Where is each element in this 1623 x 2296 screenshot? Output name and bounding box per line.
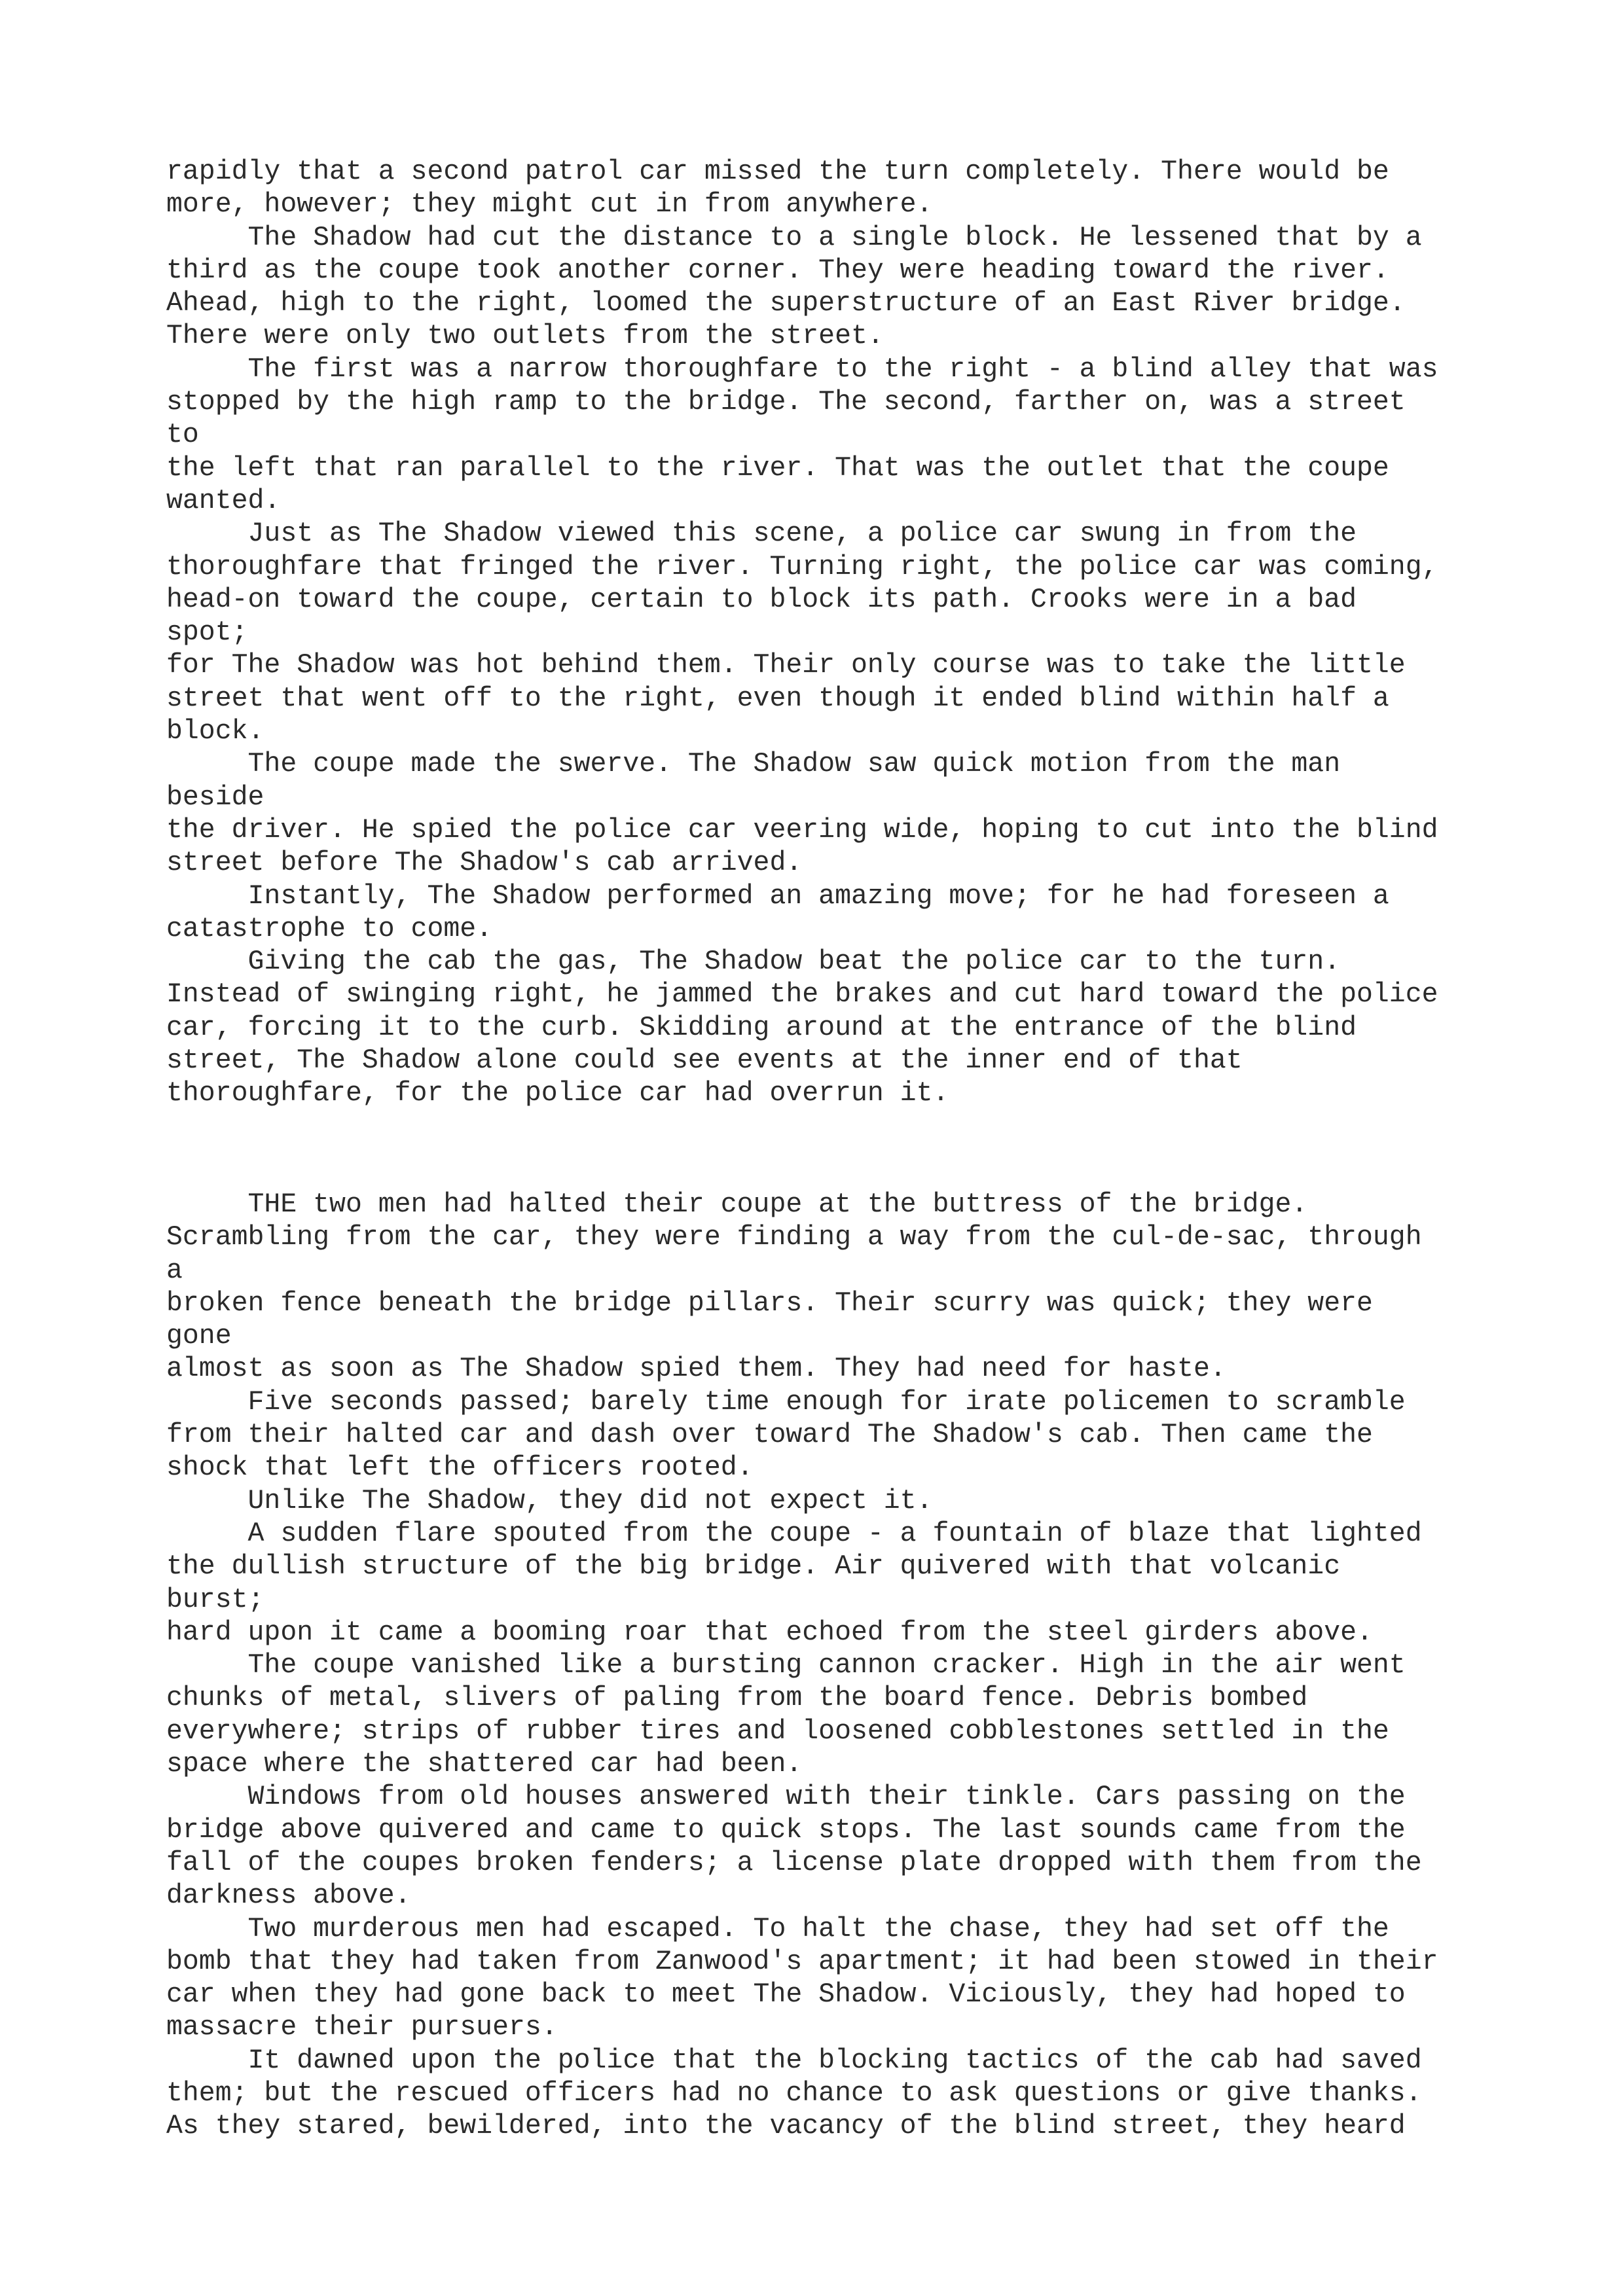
text-line: It dawned upon the police that the blocking tactics of the cab had saved — [166, 2045, 1422, 2076]
text-line: spot; — [166, 617, 248, 649]
text-line: Ahead, high to the right, loomed the superstructure of an East River bridge. — [166, 288, 1406, 319]
text-line: bomb that they had taken from Zanwood's apartment; it had been stowed in their — [166, 1946, 1438, 1977]
text-line: the dullish structure of the big bridge. Air quivered with that volcanic — [166, 1551, 1341, 1583]
text-line: to — [166, 420, 199, 451]
text-line: block. — [166, 716, 264, 747]
text-line: chunks of metal, slivers of paling from the board fence. Debris bombed — [166, 1683, 1308, 1714]
text-line: broken fence beneath the bridge pillars. Their scurry was quick; they were — [166, 1287, 1373, 1319]
text-line: almost as soon as The Shadow spied them. They had need for haste. — [166, 1354, 1226, 1385]
text-line: shock that left the officers rooted. — [166, 1452, 754, 1484]
text-line: street, The Shadow alone could see events at the inner end of that — [166, 1045, 1243, 1077]
text-line: A sudden flare spouted from the coupe - a fountain of blaze that lighted — [166, 1518, 1422, 1549]
text-block-explosion — [166, 1189, 1515, 2144]
text-line: The coupe made the swerve. The Shadow saw quick motion from the man — [166, 749, 1341, 780]
text-line: fall of the coupes broken fenders; a license plate dropped with them from the — [166, 1847, 1422, 1878]
text-line: Two murderous men had escaped. To halt the chase, they had set off the — [166, 1913, 1389, 1945]
text-line: wanted. — [166, 485, 281, 516]
text-line: head-on toward the coupe, certain to block its path. Crooks were in a bad — [166, 584, 1357, 615]
text-line: for The Shadow was hot behind them. Their only course was to take the little — [166, 650, 1406, 681]
text-line: Giving the cab the gas, The Shadow beat the police car to the turn. — [166, 946, 1341, 978]
text-line: darkness above. — [166, 1880, 411, 1912]
text-line: Windows from old houses answered with their tinkle. Cars passing on the — [166, 1782, 1406, 1813]
text-line: gone — [166, 1321, 232, 1352]
text-line: beside — [166, 781, 264, 813]
text-line: The Shadow had cut the distance to a single block. He lessened that by a — [166, 222, 1422, 253]
text-line: street before The Shadow's cab arrived. — [166, 848, 803, 879]
text-line: third as the coupe took another corner. They were heading toward the river. — [166, 255, 1389, 286]
text-line: massacre their pursuers. — [166, 2012, 558, 2043]
text-line: thoroughfare that fringed the river. Turning right, the police car was coming, — [166, 551, 1438, 583]
text-line: everywhere; strips of rubber tires and loosened cobblestones settled in the — [166, 1715, 1389, 1747]
text-line: a — [166, 1255, 183, 1286]
text-line: Unlike The Shadow, they did not expect it. — [166, 1485, 933, 1516]
text-line: street that went off to the right, even though it ended blind within half a — [166, 683, 1389, 714]
text-line: them; but the rescued officers had no chance to ask questions or give thanks. — [166, 2078, 1422, 2109]
text-line: the driver. He spied the police car veering wide, hoping to cut into the blind — [166, 814, 1438, 846]
text-line: hard upon it came a booming roar that echoed from the steel girders above. — [166, 1617, 1373, 1648]
text-line: bridge above quivered and came to quick stops. The last sounds came from the — [166, 1814, 1406, 1846]
text-line: burst; — [166, 1584, 264, 1615]
text-line: As they stared, bewildered, into the vacancy of the blind street, they heard — [166, 2111, 1406, 2142]
text-line: stopped by the high ramp to the bridge. The second, farther on, was a street — [166, 387, 1406, 418]
text-line: There were only two outlets from the street. — [166, 321, 884, 352]
text-line: thoroughfare, for the police car had overrun it. — [166, 1078, 949, 1109]
text-line: Instantly, The Shadow performed an amazing move; for he had foreseen a — [166, 880, 1389, 912]
text-line: Scrambling from the car, they were finding a way from the cul-de-sac, through — [166, 1222, 1422, 1253]
text-line: space where the shattered car had been. — [166, 1749, 803, 1780]
text-line: THE two men had halted their coupe at the buttress of the bridge. — [166, 1189, 1308, 1220]
text-line: Five seconds passed; barely time enough for irate policemen to scramble — [166, 1386, 1406, 1418]
text-line: catastrophe to come. — [166, 913, 493, 944]
text-line: The coupe vanished like a bursting cannon cracker. High in the air went — [166, 1650, 1406, 1681]
text-line: Just as The Shadow viewed this scene, a police car swung in from the — [166, 518, 1357, 550]
text-line: rapidly that a second patrol car missed the turn completely. There would be — [166, 156, 1389, 187]
text-line: The first was a narrow thoroughfare to the right - a blind alley that was — [166, 353, 1438, 385]
text-line: more, however; they might cut in from anywhere. — [166, 189, 933, 221]
text-line: the left that ran parallel to the river. That was the outlet that the coupe — [166, 452, 1389, 484]
text-line: Instead of swinging right, he jammed the brakes and cut hard toward the police — [166, 979, 1438, 1011]
text-line: car, forcing it to the curb. Skidding around at the entrance of the blind — [166, 1012, 1357, 1043]
text-line: car when they had gone back to meet The Shadow. Viciously, they had hoped to — [166, 1979, 1406, 2011]
text-line: from their halted car and dash over toward The Shadow's cab. Then came the — [166, 1420, 1373, 1451]
text-block-chase — [166, 156, 1515, 1111]
